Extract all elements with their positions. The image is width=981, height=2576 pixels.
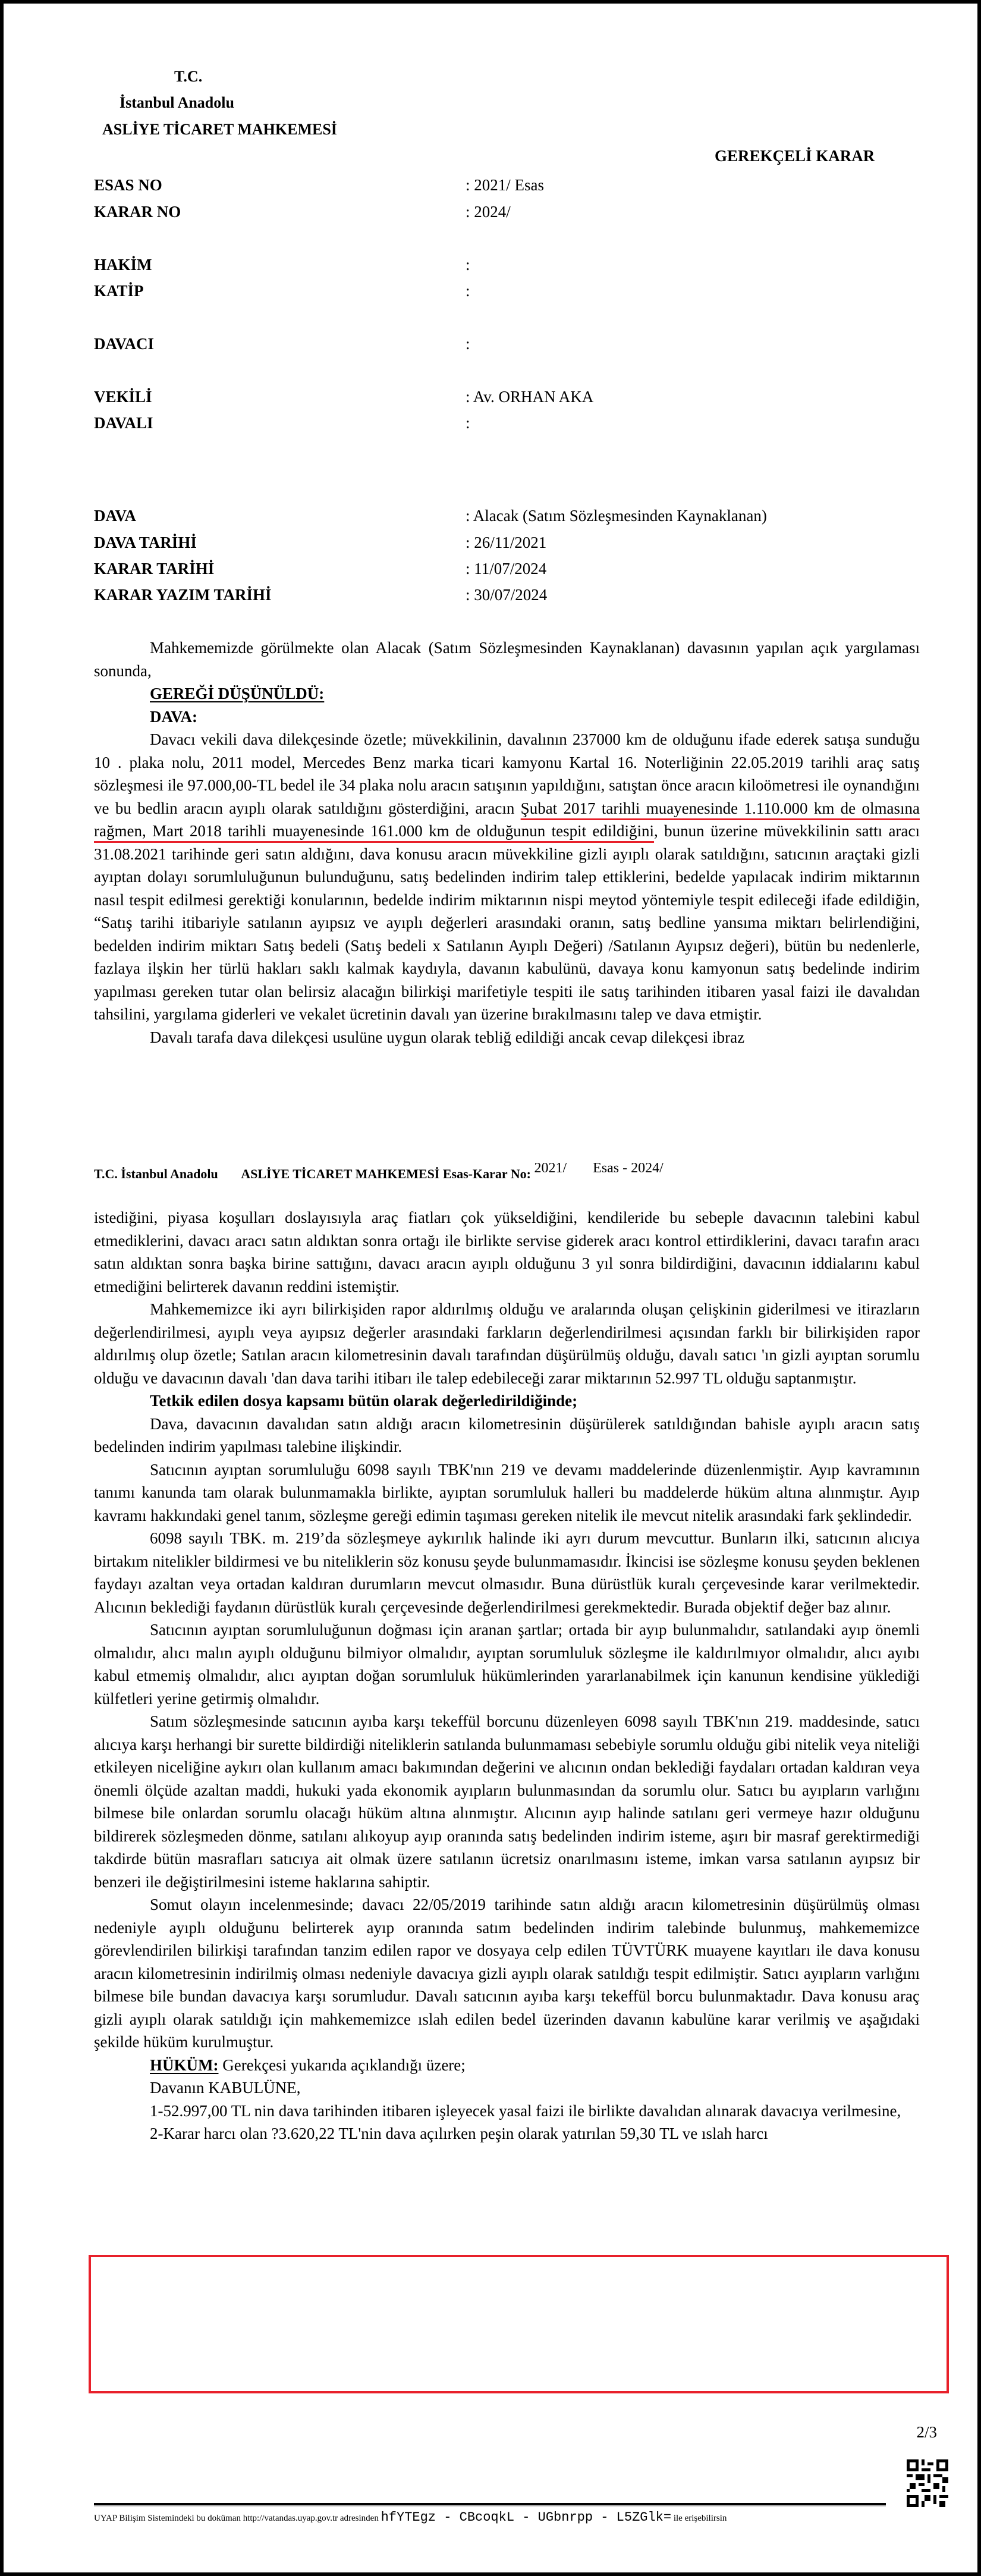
hukum-highlight-box xyxy=(89,2255,949,2393)
karar-yazim-tarihi-value: : 30/07/2024 xyxy=(466,586,548,604)
dava-paragraph-part2: , bunun üzerine müvekkilinin sattı aracı 31.08.2021 tarihinde geri satın aldığını, dava konusu aracın müvekkiline gizli ayıplı olarak satıldığını, satıcının araçtaki gizli ayıptan dolayı sorumluluğunun bulunduğunu, satış bedelinden indirim talep ettiklerini, bedelde yapılacak indirim miktarının nasıl tespit edilmesi gerektiği konularının, bedelde indirim miktarının nispi meytod yöntemiyle tespit edileceği ifade edildiğin, “Satış tarihi itibariyle satılanın ayıpsız ve ayıplı değerleri arasındaki oranın, satış bedline yansıma miktarı belirlendiğini, bedelden indirim miktarı Satış bedeli (Satış bedeli x Satılanın Ayıplı Değeri) /Satılanın Ayıpsız değeri), bütün bu nedenlerle, fazlaya ilşkin her türlü hakları saklı kalmak kaydıyla, davanın kabulünü, davaya konu kamyonun satış bedelinde indirim yapılması gereken tutar olan belirsiz alacağın bilirkişi marifetiyle tespiti ile satış tarihinden itibaren yasal faizi ile davalıdan tahsilini, yargılama giderleri ve vekalet ücretinin davalı yan üzerine bırakılmasını talep ve dava etmiştir. xyxy=(94,822,920,1023)
davaci-value: : xyxy=(466,335,470,353)
dava-value: : Alacak (Satım Sözleşmesinden Kaynaklanan) xyxy=(466,507,767,525)
hukum-intro-text: Gerekçesi yukarıda açıklandığı üzere; xyxy=(218,2056,466,2074)
running-header-karar: Esas - 2024/ xyxy=(593,1160,664,1176)
tetkik-heading: Tetkik edilen dosya kapsamı bütün olarak değerledirildiğinde; xyxy=(150,1392,578,1410)
katip-value: : xyxy=(466,282,470,300)
dava-heading: DAVA: xyxy=(150,707,198,726)
vekili-label: VEKİLİ xyxy=(94,388,152,406)
hukum-item-1: 1-52.997,00 TL nin dava tarihinden itibaren işleyecek yasal faizi ile birlikte davalıdan alınarak davacıya verilmesine, xyxy=(150,2101,901,2120)
dava-heading-row xyxy=(94,705,920,729)
karar-tarihi-label: KARAR TARİHİ xyxy=(94,560,215,578)
page2-paragraph: Mahkememizce iki ayrı bilirkişiden rapor aldırılmış olduğu ve aralarında oluşan çelişkinin giderilmesi ve itirazların değerlendirilmesi, ayıplı veya ayıpsız değerler arasındaki farkların değerlendirilmesi açısından farklı bir bilirkişiden rapor aldırılmış olup özetle; Satılan aracın kilometresinin davalı tarafından düşürülmüş olduğu, davalı satıcı 'ın gizli ayıptan sorumlu olduğu ve davacının davalı 'dan dava tarihi itibarı ile talep edebileceği zarar miktarının 52.997 TL olduğu saptanmıştır. xyxy=(94,1300,920,1387)
document-type-title: GEREKÇELİ KARAR xyxy=(715,147,875,165)
footer-divider xyxy=(94,2503,886,2506)
page1-body xyxy=(94,636,920,1049)
tetkik-heading-row xyxy=(94,1389,920,1413)
qr-code-icon xyxy=(907,2459,948,2508)
verification-code: hfYTEgz - CBcoqkL - UGbnrpp - L5ZGlk= xyxy=(381,2510,672,2525)
reasoning-paragraph: Satım sözleşmesinde satıcının ayıba karşı tekeffül borcunu düzenleyen 6098 sayılı TBK'nın 219. maddesinde, satıcı alıcıya karşı herhangi bir surette bildirdiği niteliklerin satılanda bulunmaması sebebiyle sorumlu olduğu gibi nitelik veya niteliği etkileyen niceliğine aykırı olan kullanım amacı bakımından değerini ve alıcının ondan beklediği faydaları ortadan kaldıran veya önemli ölçüde azaltan maddi, hukuki yada ekonomik ayıpların bulunmasından da sorumlu olur. Satıcı bu ayıpların varlığını bilmese bile onlardan sorumlu olacağı hüküm altına alınmıştır. Alıcının ayıp halinde satılanı geri vermeye hazır olduğunu bildirerek sözleşmeden dönme, satılanı alıkoyup ayıp oranında satış bedelinden indirim isteme, aşırı bir masraf gerektirmediği takdirde bütün masrafları satıcıya ait olmak üzere satılanın ücretsiz onarılmasını isteme, imkan varsa satılanın ayıpsız bir benzeri ile değiştirilmesini isteme haklarına sahiptir. xyxy=(94,1712,920,1891)
hukum-label: HÜKÜM: xyxy=(150,2056,219,2074)
hukum-kabul: Davanın KABULÜNE, xyxy=(150,2079,301,2097)
footer-suffix: ile erişebilirsin xyxy=(673,2514,727,2523)
esas-no-label: ESAS NO xyxy=(94,176,162,194)
reasoning-paragraph: Satıcının ayıptan sorumluluğu 6098 sayılı TBK'nın 219 ve devamı maddelerinde düzenlenmiştir. Ayıp kavramının tanımı kanunda tam olarak bulunmamakla birlikte, ayıptan sorumluluk halleri bu maddelerde hüküm altına alınmıştır. Ayıp kavramı hakkındaki genel tanım, sözleşme gereği edimin taşıması gereken nitelik ile mevcut nitelik arasındaki fark şeklindedir. xyxy=(94,1460,920,1524)
header-city: İstanbul Anadolu xyxy=(120,94,234,111)
davaci-label: DAVACI xyxy=(94,335,155,353)
dava-paragraph-part1: Davacı vekili dava dilekçesinde özetle; müvekkilinin, davalının 237000 km de olduğunu ifade ederek satışa sunduğu 10 . plaka nolu, 2011 model, Mercedes Benz marka ticari kamyonu Kartal 16. Noterliğinin 22.05.2019 tarihli araç satış sözleşmesi ile 97.000,00-TL bedel ile 34 plaka nolu aracın satışının yapıldığını, satıştan önce aracın kiloömetresi ile oynandığını ve bu bedlin aracın ayıplı olarak satıldığını gösterdiğini, aracın xyxy=(94,730,920,817)
running-header-court: T.C. İstanbul Anadolu xyxy=(94,1166,218,1181)
gereği-dusunuldu-heading: GEREĞİ DÜŞÜNÜLDÜ: xyxy=(150,685,325,702)
hukum-item-2: 2-Karar harcı olan ?3.620,22 TL'nin dava açılırken peşin olarak yatırılan 59,30 TL ve ıslah harcı xyxy=(150,2125,768,2142)
katip-label: KATİP xyxy=(94,282,144,300)
document-page xyxy=(4,4,977,2572)
dava-label: DAVA xyxy=(94,507,137,525)
footer-verification xyxy=(94,2510,727,2525)
vekili-value: : Av. ORHAN AKA xyxy=(466,388,594,406)
running-header-court-name: ASLİYE TİCARET MAHKEMESİ xyxy=(241,1166,440,1181)
reasoning-paragraph: Dava, davacının davalıdan satın aldığı aracın kilometresinin düşürülerek satıldığından bahisle ayıplı aracın satış bedelinden indirim yapılması talebine ilişkindir. xyxy=(94,1414,920,1455)
davali-label: DAVALI xyxy=(94,414,153,432)
hakim-value: : xyxy=(466,256,470,274)
karar-tarihi-value: : 11/07/2024 xyxy=(466,560,547,578)
davali-value: : xyxy=(466,414,470,432)
karar-no-label: KARAR NO xyxy=(94,203,181,221)
dava-paragraph xyxy=(94,728,920,1026)
header-tc: T.C. xyxy=(174,68,203,85)
page2-body xyxy=(94,1206,920,2145)
reasoning-paragraph: Satıcının ayıptan sorumluluğunun doğması için aranan şartlar; ortada bir ayıp bulunmalıdır, satılandaki ayıp önemli olmalıdır, alıcı malın ayıplı olduğunu bilmiyor olmalıdır, ayıptan sorumluluk sözleşme ile kaldırılmıyor olmalıdır, alıcı ayıbı kabul etmemiş olmalıdır, alıcı ayıptan doğan sorumluluk hükümlerinden yararlanabilmek için kanunun kendisine yüklediği külfetleri yerine getirmiş olmalıdır. xyxy=(94,1621,920,1708)
davali-paragraph-start: Davalı tarafa dava dilekçesi usulüne uygun olarak tebliğ edildiği ancak cevap dilekçesi ibraz xyxy=(150,1028,745,1046)
running-header xyxy=(94,1160,664,1182)
esas-no-value: : 2021/ Esas xyxy=(466,176,544,194)
highlighted-mileage-finding: Şubat 2017 tarihli muayenesinde 1.110.000 km de olmasına rağmen, Mart 2018 tarihli muayenesinde 161.000 km de olduğunun tespit edildiğini xyxy=(94,799,920,840)
page-number: 2/3 xyxy=(916,2423,937,2441)
intro-paragraph: Mahkememizde görülmekte olan Alacak (Satım Sözleşmesinden Kaynaklanan) davasının yapılan açık yargılaması sonunda, xyxy=(94,639,920,680)
page2-paragraph: istediğini, piyasa koşulları doslayısıyla araç fiatları çok yükseldiğini, kendileride bu sebeple davacının talebini kabul etmediklerini, davacı aracı satın aldıktan sonra ortağı ile birlikte servise giderek aracı kontrol ettirdiklerini, davacı tarafın aracı satın aldıktan sonra başka birine sattığını, davacı aracın ayıplı olduğunu 3 yıl sonra bildirdiğini, davacının iddialarını kabul etmediğini belirterek davanın reddini istemiştir. xyxy=(94,1209,920,1295)
running-header-esas-karar-label: Esas-Karar No: xyxy=(442,1166,531,1181)
reasoning-paragraph: 6098 sayılı TBK. m. 219’da sözleşmeye aykırılık halinde iki ayrı durum mevcuttur. Bunların ilki, satıcının alıcıya birtakım nitelikler bildirmesi ve bu niteliklerin söz konusu şeyde bulunmamasıdır. İkincisi ise sözleşme konusu şeyden beklenen faydayı azaltan veya ortadan kaldıran durumların mevcut olmasıdır. Buna dürüstlük kuralı çerçevesinde karar verilmektedir. Alıcının beklediği faydanın dürüstlük kuralı çerçevesinde değerlendirilmesi gerekmektedir. Burada objektif değer baz alınır. xyxy=(94,1529,920,1616)
karar-yazim-tarihi-label: KARAR YAZIM TARİHİ xyxy=(94,586,272,604)
running-header-esas: 2021/ xyxy=(534,1160,567,1176)
reasoning-paragraph: Somut olayın incelenmesinde; davacı 22/05/2019 tarihinde satın aldığı aracın kilometresinin düşürülmüş olması nedeniyle ayıplı olduğunu belirterek ayıp oranında satım bedelinden indirim talebinde bulunmuş, mahkememizce görevlendirilen bilirkişi tarafından tanzim edilen rapor ve dosyaya celp edilen TÜVTÜRK muayene kayıtları ile dava konusu aracın kilometresinin indirilmiş olması nedeniyle davacıya gizli ayıplı olarak satıldığı tespit edilmiştir. Satıcı ayıpların varlığını bilmese bile bundan davacıya karşı sorumludur. Davalı satıcının ayıba karşı tekeffül borcu bulunmaktadır. Dava konusu araç gizli ayıplı olarak satıldığı için mahkememizce ıslah edilen bedel üzerinden davanın kabulüne karar verilmiş ve aşağıdaki şekilde hüküm kurulmuştur. xyxy=(94,1896,920,2051)
footer-prefix: UYAP Bilişim Sistemindeki bu doküman http://vatandas.uyap.gov.tr adresinden xyxy=(94,2514,379,2523)
header-court: ASLİYE TİCARET MAHKEMESİ xyxy=(102,121,337,138)
hakim-label: HAKİM xyxy=(94,256,152,274)
karar-no-value: : 2024/ xyxy=(466,203,511,221)
hukum-intro xyxy=(94,2054,920,2077)
dava-tarihi-label: DAVA TARİHİ xyxy=(94,534,197,551)
gerekce-heading xyxy=(94,682,920,705)
dava-tarihi-value: : 26/11/2021 xyxy=(466,534,547,551)
